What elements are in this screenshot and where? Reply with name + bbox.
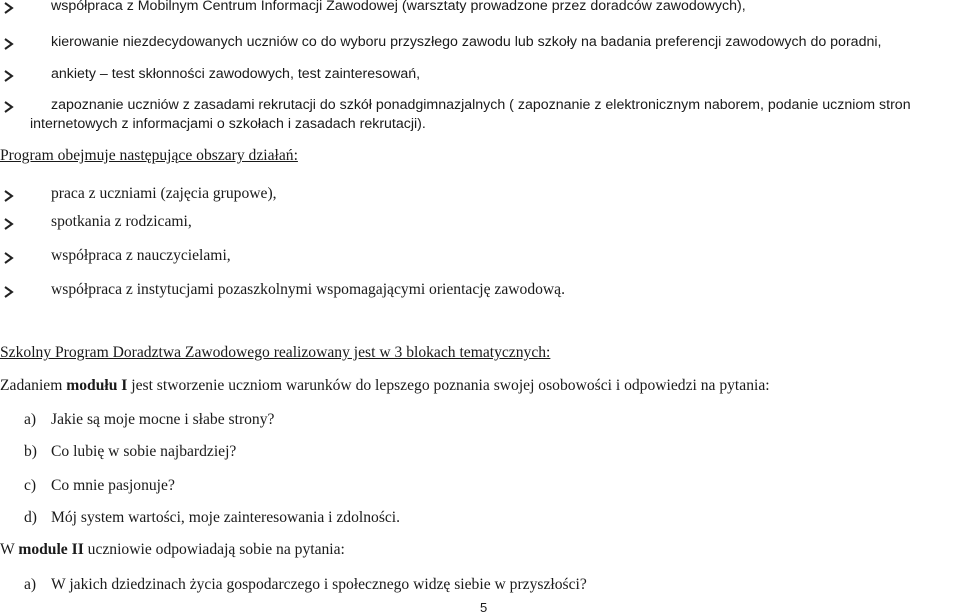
chevron-bullet-icon — [2, 217, 16, 231]
list-item: b) Co lubię w sobie najbardziej? — [24, 443, 237, 460]
page-number: 5 — [480, 600, 488, 615]
list-item: współpraca z instytucjami pozaszkolnymi wspomagającymi orientację zawodową. — [0, 281, 565, 299]
paragraph-modul-2: W module II uczniowie odpowiadają sobie na pytania: — [0, 541, 345, 558]
chevron-bullet-icon — [2, 69, 16, 83]
list-item: kierowanie niezdecydowanych uczniów co do wyboru przyszłego zawodu lub szkoły na badania preferencji zawodowych do poradni, — [0, 34, 881, 50]
section-heading: Szkolny Program Doradztwa Zawodowego realizowany jest w 3 blokach tematycznych: — [0, 344, 551, 361]
paragraph-modul-1: Zadaniem modułu I jest stworzenie uczniom warunków do lepszego poznania swojej osobowości i odpowiedzi na pytania: — [0, 377, 770, 394]
list-item: praca z uczniami (zajęcia grupowe), — [0, 185, 277, 203]
chevron-bullet-icon — [2, 251, 16, 265]
list-item: a) W jakich dziedzinach życia gospodarczego i społecznego widzę siebie w przyszłości? — [24, 576, 587, 593]
chevron-bullet-icon — [2, 285, 16, 299]
list-item: ankiety – test skłonności zawodowych, test zainteresowań, — [0, 66, 420, 82]
chevron-bullet-icon — [2, 1, 16, 15]
chevron-bullet-icon — [2, 189, 16, 203]
list-item: współpraca z Mobilnym Centrum Informacji Zawodowej (warsztaty prowadzone przez doradców zawodowych), — [0, 0, 746, 14]
list-item-continuation: internetowych z informacjami o szkołach i zasadach rekrutacji). — [30, 116, 426, 132]
list-item: a) Jakie są moje mocne i słabe strony? — [24, 411, 275, 428]
chevron-bullet-icon — [2, 100, 16, 114]
list-item: współpraca z nauczycielami, — [0, 247, 231, 265]
list-item: d) Mój system wartości, moje zainteresowania i zdolności. — [24, 509, 401, 526]
list-item: c) Co mnie pasjonuje? — [24, 477, 175, 494]
list-item: spotkania z rodzicami, — [0, 213, 192, 231]
list-item: zapoznanie uczniów z zasadami rekrutacji do szkół ponadgimnazjalnych ( zapoznanie z elektronicznym naborem, podanie uczniom stron — [0, 97, 911, 113]
chevron-bullet-icon — [2, 37, 16, 51]
section-heading: Program obejmuje następujące obszary działań: — [0, 147, 298, 164]
